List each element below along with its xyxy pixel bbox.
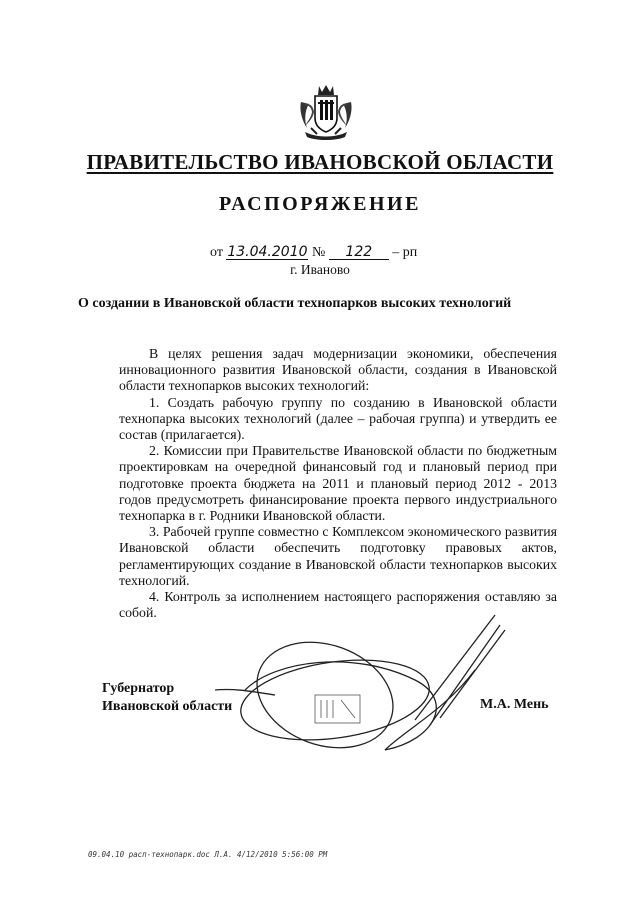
document-type: РАСПОРЯЖЕНИЕ: [219, 193, 421, 215]
signatory-name: М.А. Мень: [480, 697, 549, 712]
number-label: №: [311, 245, 326, 260]
body-paragraph: 4. Контроль за исполнением настоящего распоряжения оставляю за собой.: [119, 589, 557, 621]
body-paragraph: 3. Рабочей группе совместно с Комплексом экономического развития Ивановской области обеспечить подготовку правовых актов, регламентирующих создание в Ивановской области технопарков высоких технологий.: [119, 524, 557, 588]
document-date: 13.04.2010: [227, 244, 308, 260]
ivanovo-coat-of-arms-icon: [297, 82, 355, 142]
handwritten-signature-icon: [215, 600, 515, 775]
dateline: [210, 245, 417, 261]
file-footer: 09.04.10 расп-технопарк.doc Л.А. 4/12/2010 5:56:00 PM: [88, 850, 328, 859]
body-paragraph: 1. Создать рабочую группу по созданию в Ивановской области технопарка высоких технологий (далее – рабочая группа) и утвердить ее состав (прилагается).: [119, 394, 557, 443]
document-subject: О создании в Ивановской области технопарков высоких технологий: [78, 296, 512, 311]
number-suffix: – рп: [392, 245, 418, 260]
signatory-title-line1: Губернатор: [102, 681, 175, 696]
signatory-title-line2: Ивановской области: [102, 699, 233, 714]
signatory-title: [102, 680, 232, 716]
body-paragraph: В целях решения задач модернизации экономики, обеспечения инновационного развития Ивановской области, создания в Ивановской области технопарков высоких технологий:: [119, 346, 557, 394]
city: г. Иваново: [290, 262, 350, 277]
body-paragraph: 2. Комиссии при Правительстве Ивановской области по бюджетным проектировкам на очередной финансовый год и плановый период при подготовке проекта бюджета на 2011 и плановый период 2012 - 2013 годов предусмотреть финансирование проекта первого индустриального технопарка в г. Родники Ивановской области.: [119, 443, 557, 524]
document-number: 122: [329, 245, 389, 260]
government-title: ПРАВИТЕЛЬСТВО ИВАНОВСКОЙ ОБЛАСТИ: [86, 150, 554, 174]
document-body: [119, 346, 557, 621]
date-prefix: от: [210, 245, 223, 260]
